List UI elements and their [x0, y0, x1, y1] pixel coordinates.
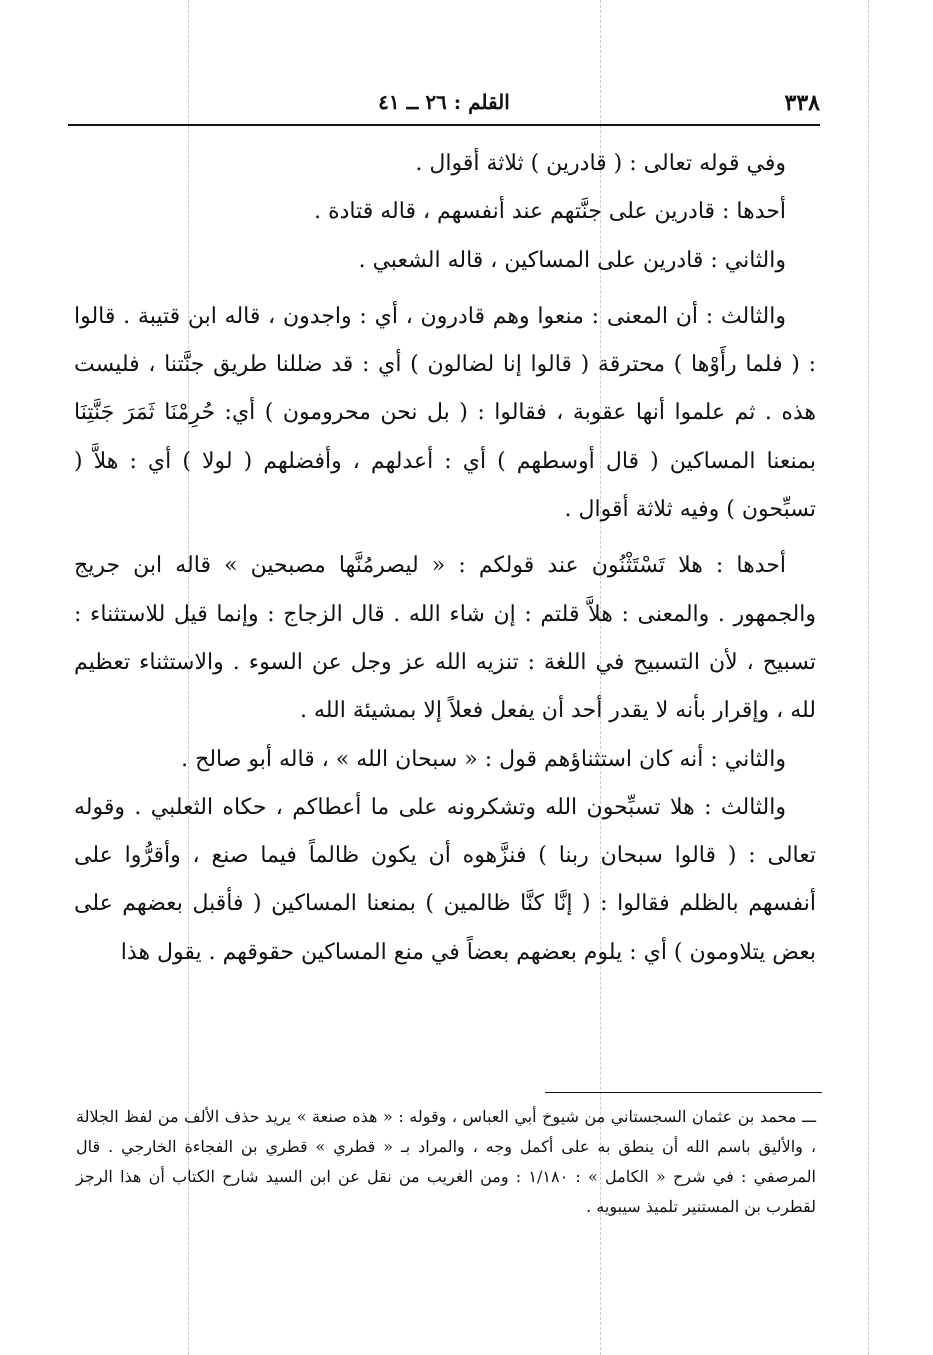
paragraph: أحدها : قادرين على جنَّتهم عند أنفسهم ، قاله قتادة .	[314, 199, 786, 225]
main-text	[74, 140, 816, 977]
paragraph: والثاني : أنه كان استثناؤهم قول : « سبحان الله » ، قاله أبو صالح .	[181, 746, 786, 772]
footnote-rule	[545, 1092, 822, 1093]
footnote: ـــ محمد بن عثمان السجستاني من شيوخ أبي العباس ، وقوله : « هذه صنعة » يريد حذف الألف من لفظ الجلالة ، والأليق باسم الله أن ينطق به على أكمل وجه ، والمراد بـ « قطري » قطري بن الفجاءة الخارجي . قال المرصفي : في شرح « الكامل » : ١/١٨٠ : ومن الغريب من نقل عن ابن السيد شارح الكتاب أن هذا الرجز لقطرب بن المستنير تلميذ سيبويه .	[76, 1107, 816, 1216]
paragraph: والثالث : هلا تسبِّحون الله وتشكرونه على ما أعطاكم ، حكاه الثعلبي . وقوله تعالى : ( قالوا سبحان ربنا ) فنزَّهوه أن يكون ظالماً فيما صنع ، وأقرُّوا على أنفسهم بالظلم فقالوا : ( إنَّا كنَّا ظالمين ) بمنعنا المساكين ( فأقبل بعضهم على بعض يتلاومون ) أي : يلوم بعضهم بعضاً في منع المساكين حقوقهم . يقول هذا	[74, 794, 816, 965]
footnotes	[76, 1102, 816, 1222]
paragraph: والثالث : أن المعنى : منعوا وهم قادرون ، أي : واجدون ، قاله ابن قتيبة . قالوا : ( فلما رأَوْها ) محترقة ( قالوا إنا لضالون ) أي : قد ضللنا طريق جنَّتنا ، فليست هذه . ثم علموا أنها عقوبة ، فقالوا : ( بل نحن محرومون ) أي: حُرِمْنَا ثَمَرَ جَنَّتِنَا بمنعنا المساكين ( قال أوسطهم ) أي : أعدلهم ، وأفضلهم ( لولا ) أي : هلاَّ ( تسبِّحون ) وفيه ثلاثة أقوال .	[74, 303, 816, 523]
page-number: ٣٣٨	[784, 90, 820, 116]
page-header	[68, 82, 820, 126]
running-title: القلم : ٢٦ ــ ٤١	[378, 90, 510, 114]
header-rule	[68, 124, 820, 126]
guide-line	[868, 0, 869, 1355]
paragraph: أحدها : هلا تَسْتَثْنُون عند قولكم : « ليصرمُنَّها مصبحين » قاله ابن جريج والجمهور . والمعنى : هلاَّ قلتم : إن شاء الله . قال الزجاج : وإنما قيل للاستثناء : تسبيح ، لأن التسبيح في اللغة : تنزيه الله عز وجل عن السوء . والاستثناء تعظيم لله ، وإقرار بأنه لا يقدر أحد أن يفعل فعلاً إلا بمشيئة الله .	[74, 553, 816, 724]
paragraph: وفي قوله تعالى : ( قادرين ) ثلاثة أقوال .	[415, 151, 786, 176]
paragraph: والثاني : قادرين على المساكين ، قاله الشعبي .	[358, 247, 786, 273]
